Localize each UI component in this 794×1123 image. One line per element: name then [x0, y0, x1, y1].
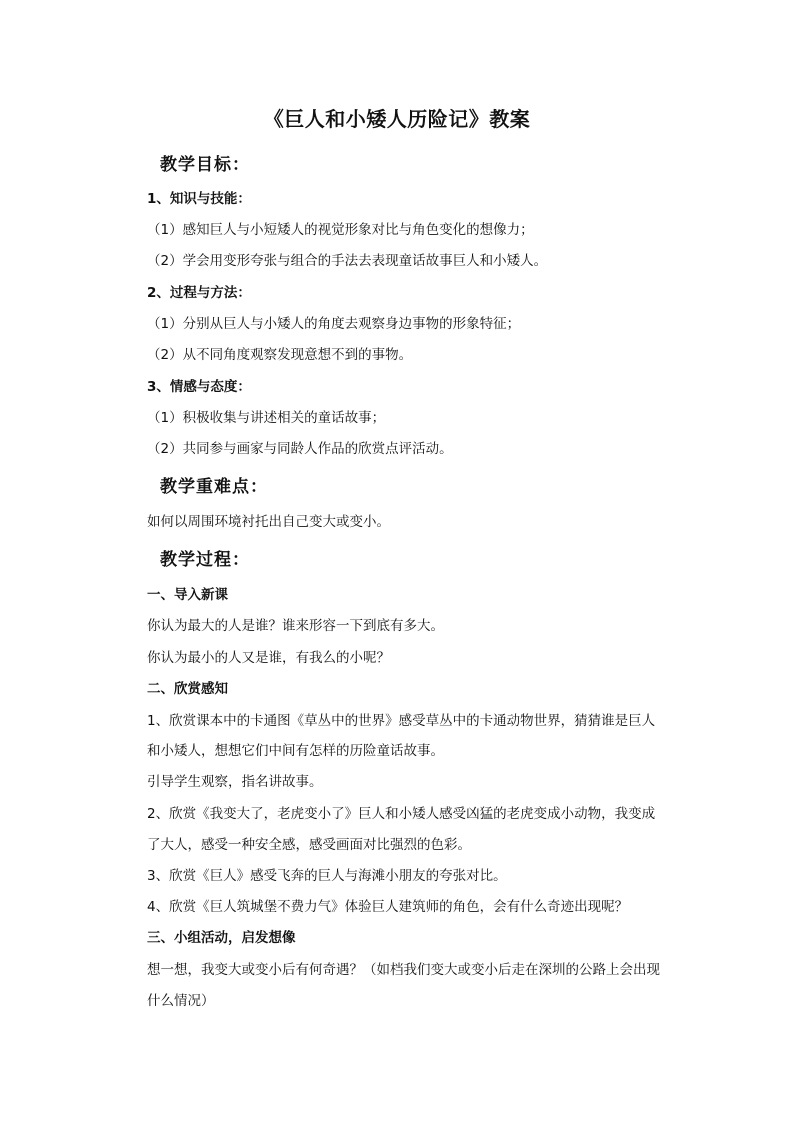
- section-2-para-1-line-2: 和小矮人，想想它们中间有怎样的历险童话故事。: [147, 743, 444, 759]
- goal-knowledge-item-2: （2）学会用变形夸张与组合的手法去表现童话故事巨人和小矮人。: [147, 253, 548, 269]
- section-2-label: 二、欣赏感知: [147, 681, 228, 697]
- heading-teaching-process: 教学过程：: [160, 550, 250, 570]
- section-3-para-1-line-2: 什么情况）: [147, 993, 215, 1009]
- section-2-para-3-line-1: 2、欣赏《我变大了，老虎变小了》巨人和小矮人感受凶猛的老虎变成小动物，我变成: [147, 806, 656, 822]
- goal-process-item-2: （2）从不同角度观察发现意想不到的事物。: [147, 347, 413, 363]
- key-points-text: 如何以周围环境衬托出自己变大或变小。: [147, 514, 390, 530]
- goal-attitude-item-1: （1）积极收集与讲述相关的童话故事；: [147, 410, 386, 426]
- goal-attitude-item-2: （2）共同参与画家与同龄人作品的欣赏点评活动。: [147, 441, 453, 457]
- section-3-label: 三、小组活动，启发想像: [147, 930, 296, 946]
- section-2-para-5: 4、欣赏《巨人筑城堡不费力气》体验巨人建筑师的角色，会有什么奇迹出现呢？: [147, 899, 629, 915]
- document-title: 《巨人和小矮人历险记》教案: [263, 107, 531, 131]
- section-2-para-3-line-2: 了大人，感受一种安全感，感受画面对比强烈的色彩。: [147, 837, 471, 853]
- heading-key-points: 教学重难点：: [160, 477, 268, 497]
- heading-teaching-goals: 教学目标：: [160, 155, 250, 175]
- goal-process-item-1: （1）分别从巨人与小矮人的角度去观察身边事物的形象特征；: [147, 316, 521, 332]
- section-2-para-4: 3、欣赏《巨人》感受飞奔的巨人与海滩小朋友的夸张对比。: [147, 868, 507, 884]
- subheading-emotion-attitude: 3、情感与态度：: [147, 379, 251, 395]
- section-1-line-1: 你认为最大的人是谁？谁来形容一下到底有多大。: [147, 618, 444, 634]
- subheading-process-method: 2、过程与方法：: [147, 285, 251, 301]
- section-2-para-2: 引导学生观察，指名讲故事。: [147, 774, 323, 790]
- section-1-label: 一、导入新课: [147, 587, 228, 603]
- goal-knowledge-item-1: （1）感知巨人与小短矮人的视觉形象对比与角色变化的想像力；: [147, 222, 534, 238]
- section-3-para-1-line-1: 想一想，我变大或变小后有何奇遇？（如档我们变大或变小后走在深圳的公路上会出现: [147, 962, 660, 978]
- section-1-line-2: 你认为最小的人又是谁，有我么的小呢？: [147, 650, 390, 666]
- subheading-knowledge-skills: 1、知识与技能：: [147, 191, 251, 207]
- section-2-para-1-line-1: 1、欣赏课本中的卡通图《草丛中的世界》感受草丛中的卡通动物世界，猜猜谁是巨人: [147, 713, 656, 729]
